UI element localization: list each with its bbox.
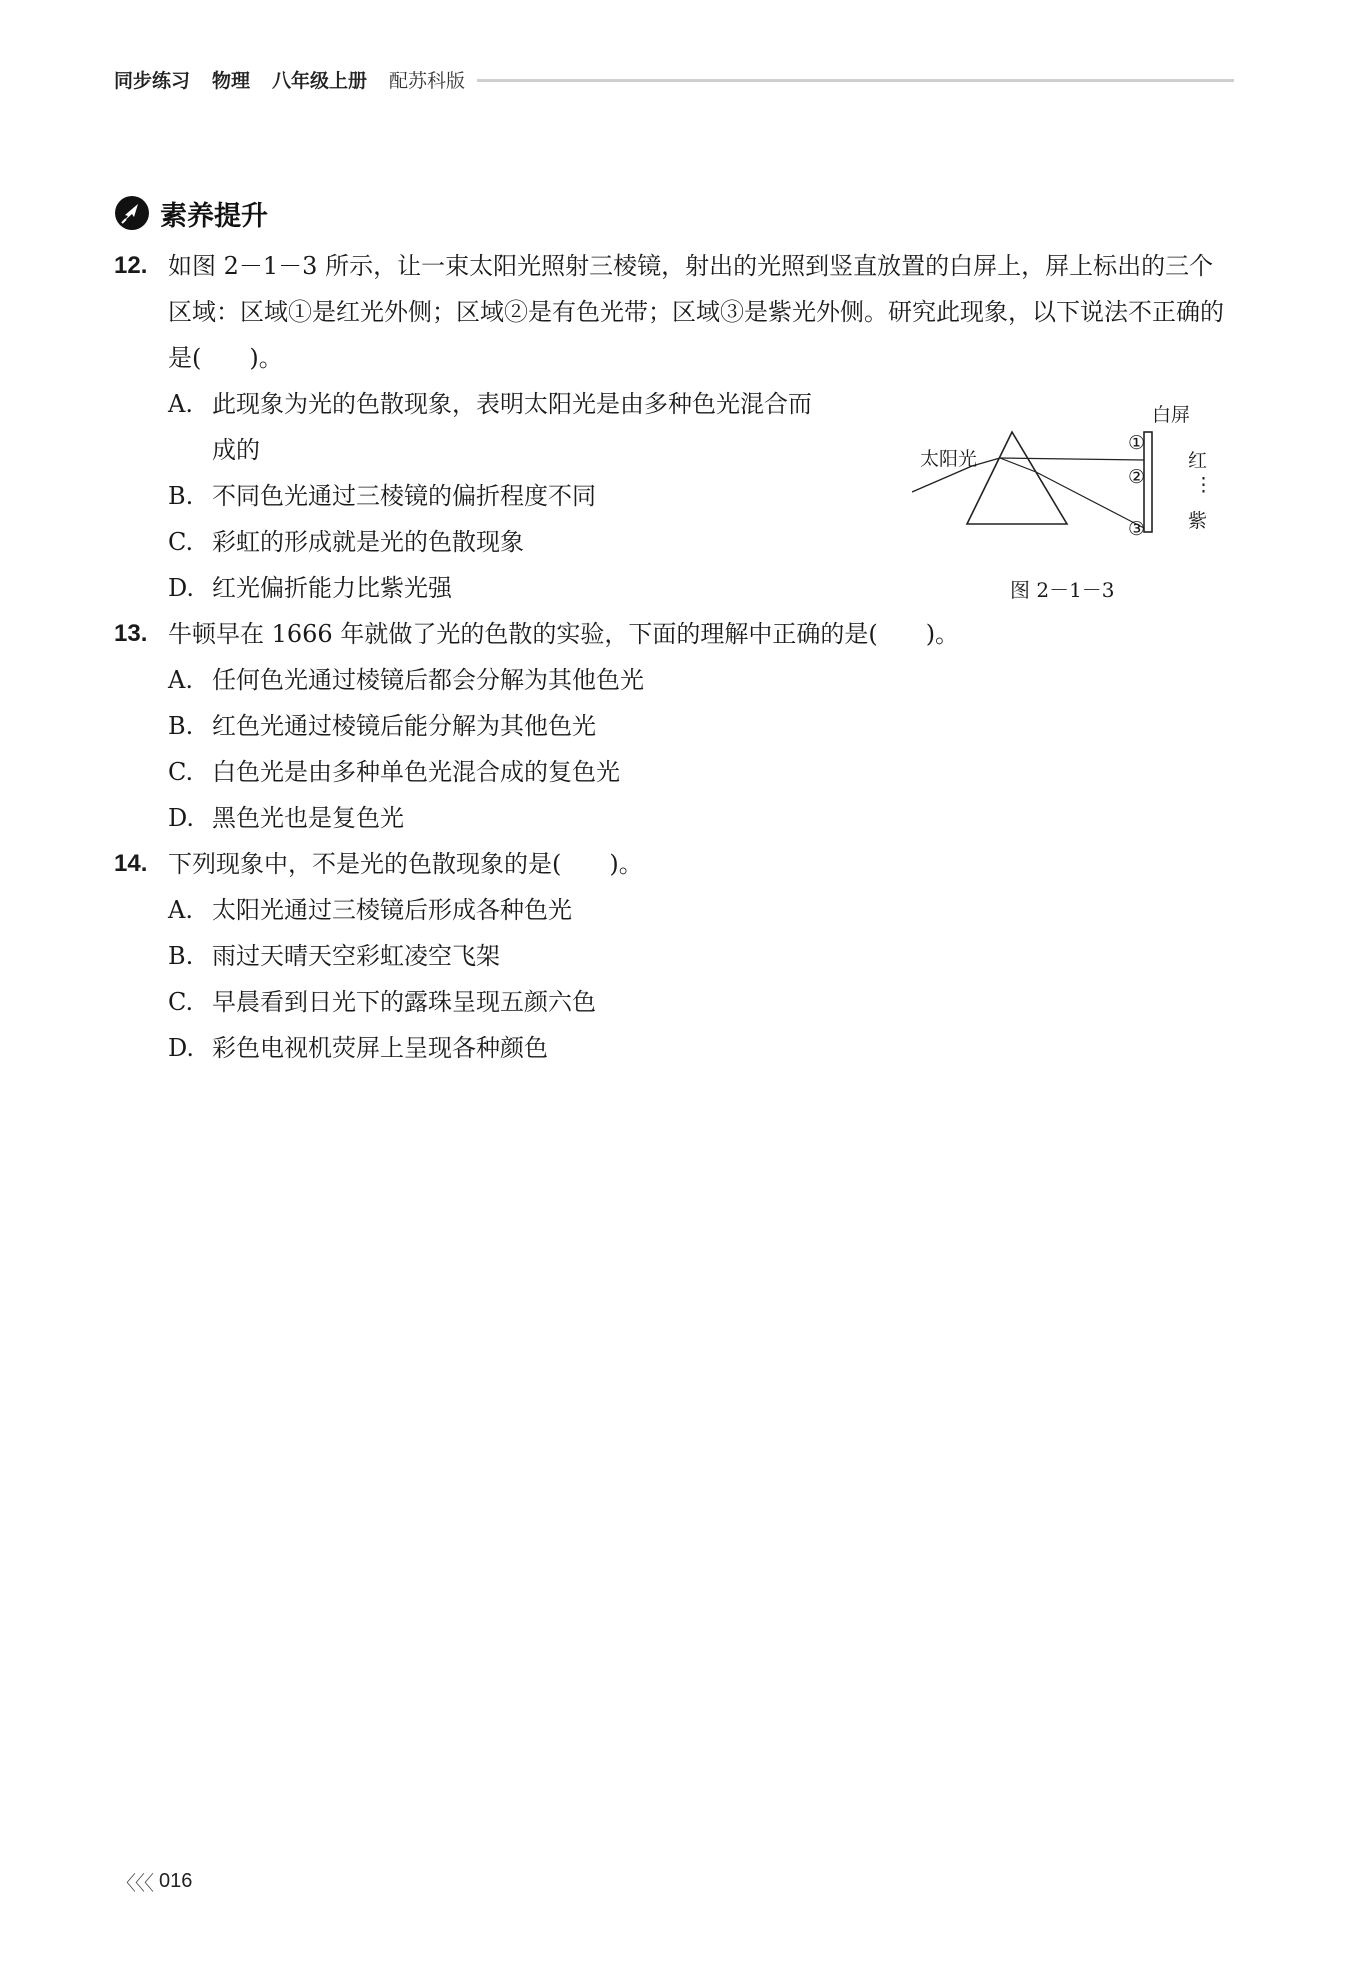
option-letter: C.: [168, 988, 194, 1016]
prism-shape: [967, 432, 1067, 524]
rocket-icon: [114, 195, 150, 231]
sunlight-label: 太阳光: [920, 448, 978, 470]
page-header: [114, 64, 1234, 94]
option-b: [168, 933, 500, 979]
region-3-label: ③: [1128, 518, 1146, 540]
option-letter: D.: [168, 804, 195, 832]
option-text: 任何色光通过棱镜后都会分解为其他色光: [212, 666, 644, 694]
region-2-label: ②: [1128, 466, 1146, 488]
section-title: 素养提升: [160, 200, 268, 232]
option-a: [168, 381, 812, 427]
option-c: [168, 519, 524, 565]
header-rule: [477, 79, 1234, 82]
region-1-label: ①: [1128, 432, 1146, 454]
option-letter: B.: [168, 942, 194, 970]
question-12: [114, 243, 1234, 381]
option-letter: A.: [168, 666, 193, 694]
series-name: 同步练习: [114, 69, 191, 92]
option-a: [168, 657, 644, 703]
option-text: 白色光是由多种单色光混合成的复色光: [212, 758, 620, 786]
inner-ray: [1000, 458, 1036, 472]
option-letter: B.: [168, 482, 194, 510]
option-text: 红光偏折能力比紫光强: [212, 574, 452, 602]
question-stem: 牛顿早在 1666 年就做了光的色散的实验，下面的理解中正确的是( )。: [168, 620, 960, 648]
question-number: 13.: [114, 620, 148, 647]
option-text: 不同色光通过三棱镜的偏折程度不同: [212, 482, 596, 510]
option-letter: D.: [168, 574, 195, 602]
white-screen: [1144, 432, 1152, 532]
red-label: 红: [1188, 450, 1208, 472]
question-stem: 如图 2－1－3 所示，让一束太阳光照射三棱镜，射出的光照到竖直放置的白屏上，屏上标出的三个区域：区域①是红光外侧；区域②是有色光带；区域③是紫光外侧。研究此现象，以下说法不正确的是( )。: [168, 252, 1224, 372]
option-text: 太阳光通过三棱镜后形成各种色光: [212, 896, 572, 924]
violet-label: 紫: [1188, 510, 1208, 532]
dots-label: ⋮: [1194, 474, 1213, 496]
option-letter: D.: [168, 1034, 195, 1062]
edition-name: 配苏科版: [389, 69, 466, 92]
question-number: 14.: [114, 850, 148, 877]
option-a-continuation: 成的: [212, 436, 260, 464]
grade-name: 八年级上册: [272, 69, 368, 92]
option-text: 早晨看到日光下的露珠呈现五颜六色: [212, 988, 596, 1016]
page-footer: [116, 1867, 192, 1896]
question-13: [114, 611, 1234, 657]
option-c: [168, 979, 596, 1025]
prism-figure: [912, 392, 1232, 602]
option-text: 黑色光也是复色光: [212, 804, 404, 832]
option-text: 雨过天晴天空彩虹凌空飞架: [212, 942, 500, 970]
option-text: 此现象为光的色散现象，表明太阳光是由多种色光混合而: [212, 390, 812, 418]
option-letter: A.: [168, 390, 193, 418]
question-14: [114, 841, 1234, 887]
red-ray: [1000, 458, 1144, 460]
page-number: 016: [159, 1870, 193, 1892]
option-b: [168, 473, 596, 519]
option-letter: B.: [168, 712, 194, 740]
figure-caption: 图 2－1－3: [1010, 578, 1115, 602]
screen-label: 白屏: [1152, 404, 1191, 426]
option-text: 彩虹的形成就是光的色散现象: [212, 528, 524, 556]
option-d: [168, 795, 404, 841]
section-heading: [114, 193, 268, 233]
option-text: 彩色电视机荧屏上呈现各种颜色: [212, 1034, 548, 1062]
page-arrows-icon: 〈〈〈: [116, 1873, 153, 1895]
option-text: 红色光通过棱镜后能分解为其他色光: [212, 712, 596, 740]
option-a: [168, 887, 572, 933]
option-b: [168, 703, 596, 749]
option-d: [168, 1025, 548, 1071]
question-number: 12.: [114, 252, 148, 279]
option-letter: A.: [168, 896, 193, 924]
option-letter: C.: [168, 758, 194, 786]
option-c: [168, 749, 620, 795]
option-letter: C.: [168, 528, 194, 556]
subject-name: 物理: [212, 69, 251, 92]
question-stem: 下列现象中，不是光的色散现象的是( )。: [168, 850, 643, 878]
option-d: [168, 565, 452, 611]
